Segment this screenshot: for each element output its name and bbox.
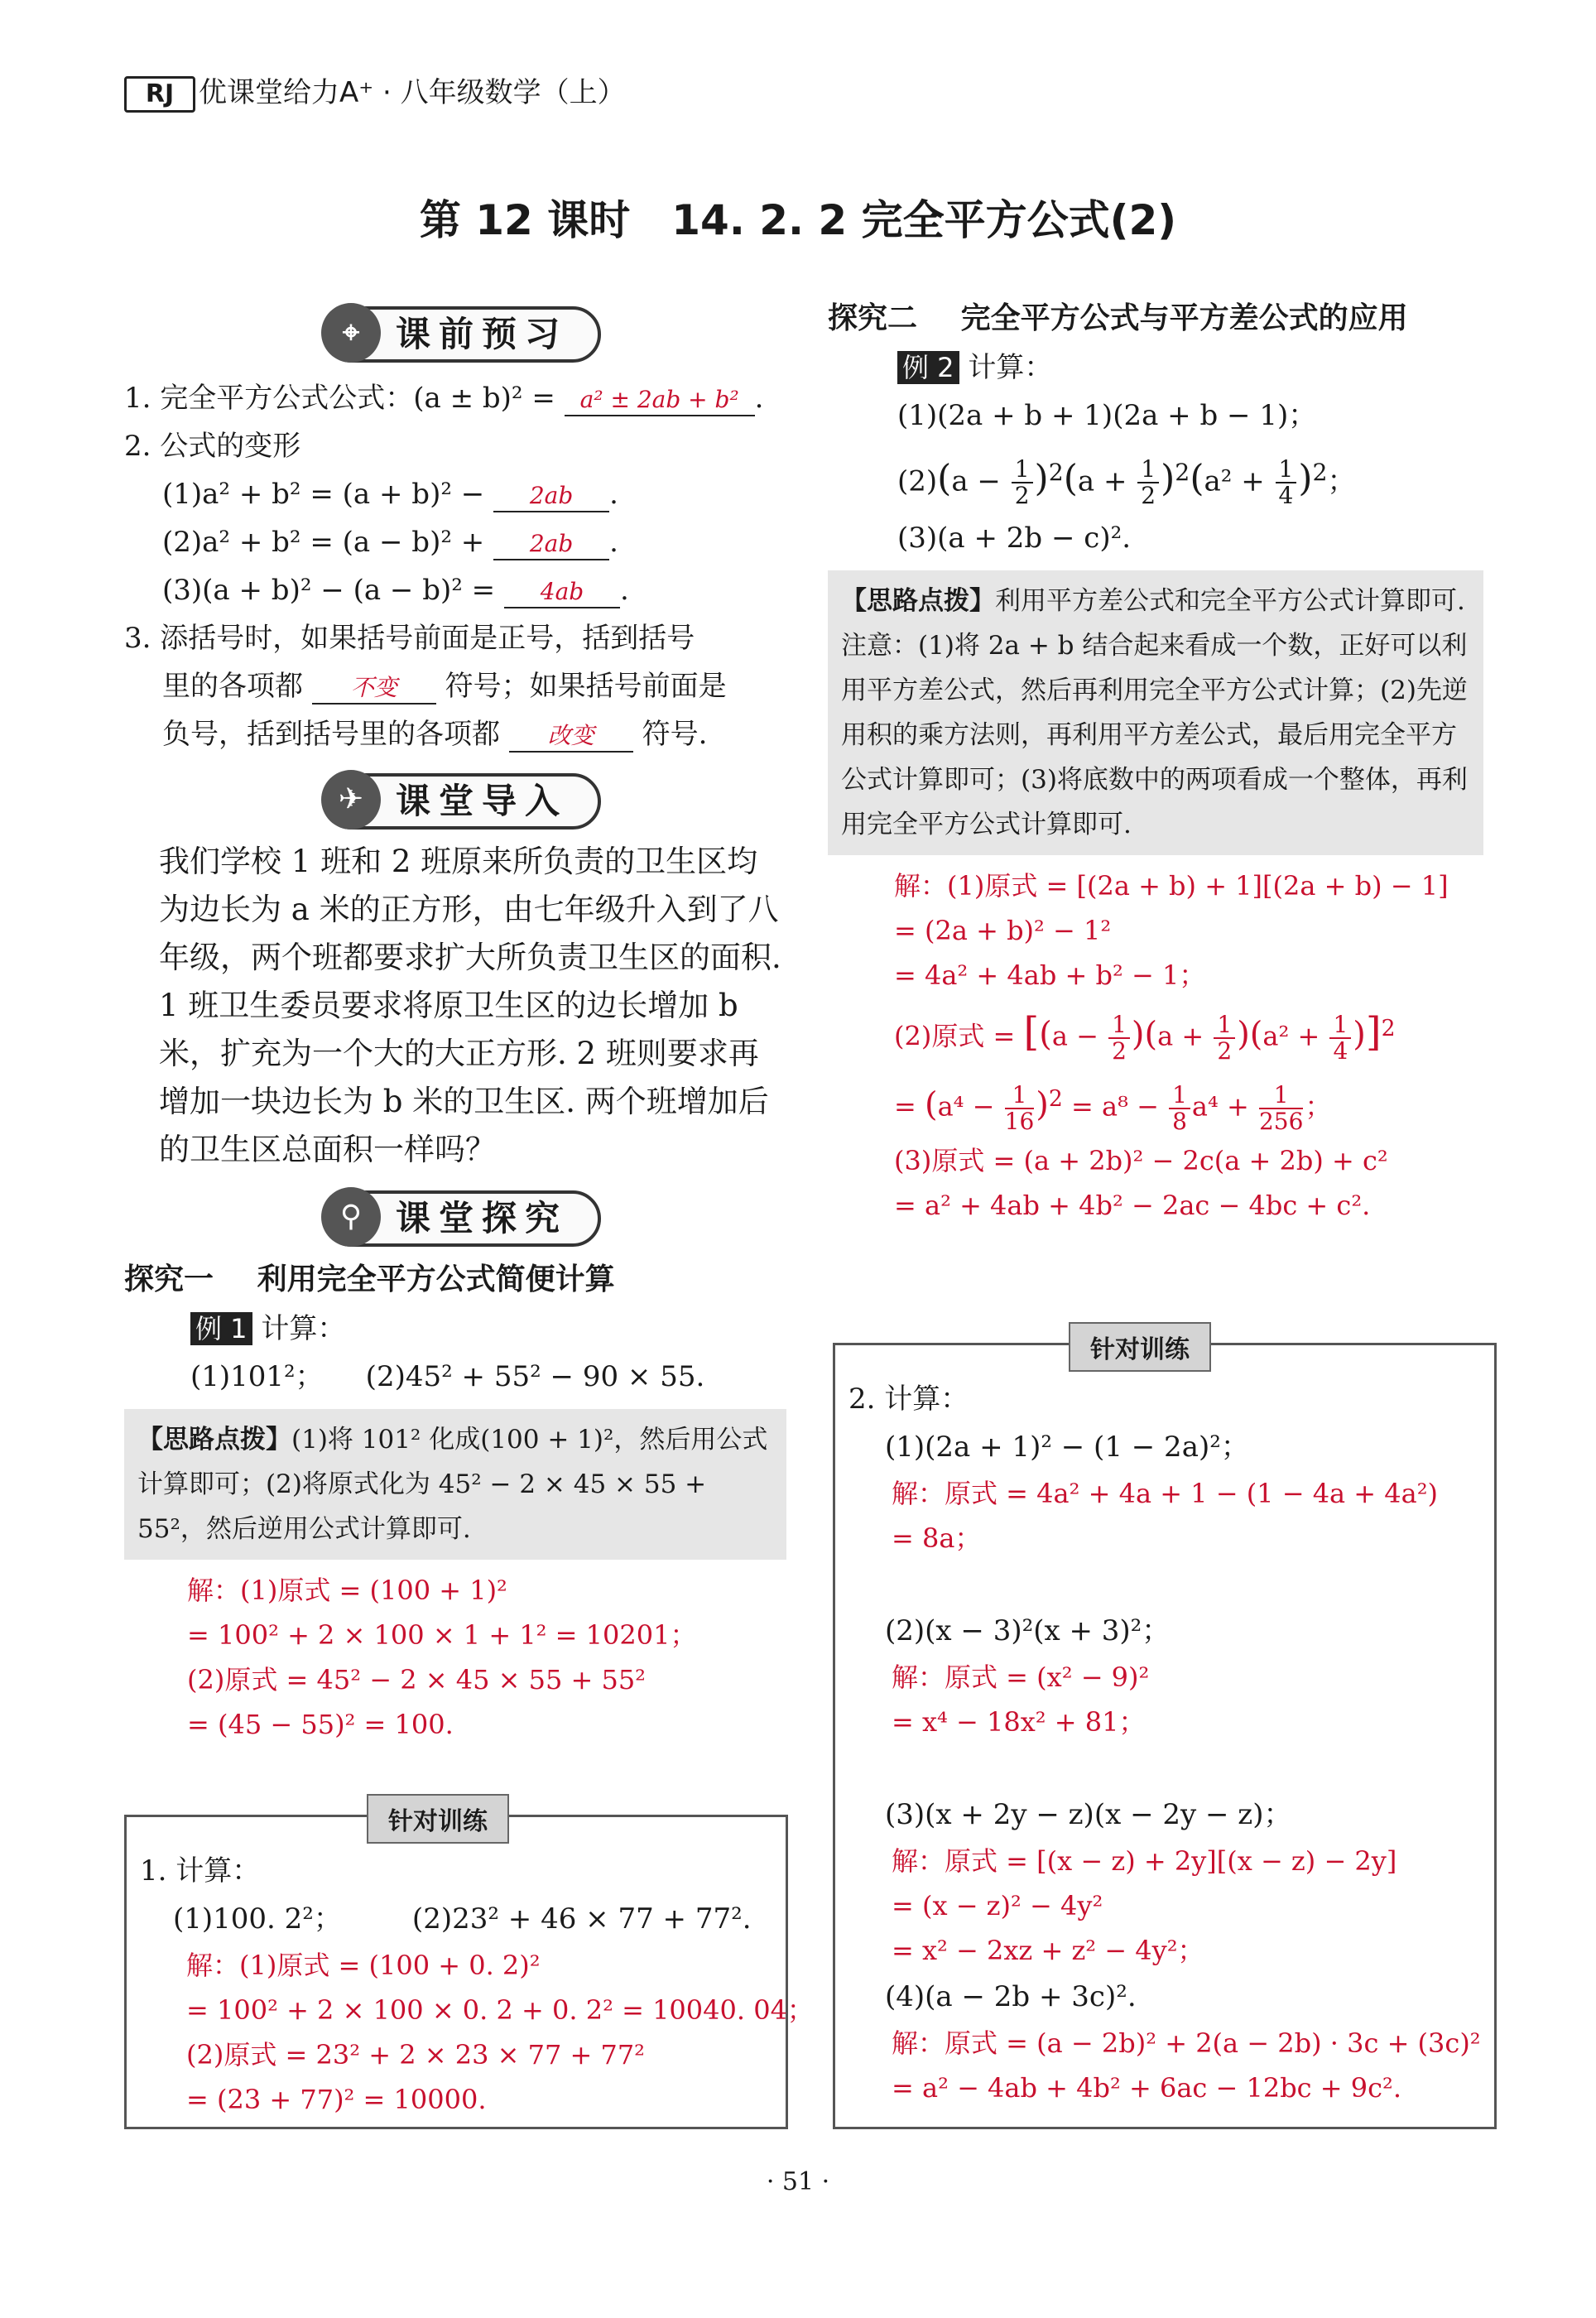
fraction-sixteenth: $\frac{1}{16}$	[1004, 1081, 1035, 1136]
example1-solution-3: (2)原式 = 45² − 2 × 45 × 55 + 55²	[187, 1664, 647, 1695]
example1-header	[124, 1305, 786, 1353]
magnifier-icon: ⚲	[321, 1187, 381, 1247]
training2-q2: (2)(x − 3)²(x + 3)²；	[885, 1614, 1171, 1647]
training2-q4: (4)(a − 2b + 3c)².	[885, 1980, 1137, 2013]
example1-solution-1: 解：(1)原式 = (100 + 1)²	[187, 1575, 507, 1606]
training1-solution-4: = (23 + 77)² = 10000.	[186, 2084, 487, 2115]
training2-a1-1: 解：原式 = 4a² + 4a + 1 − (1 − 4a + 4a²)	[892, 1478, 1439, 1509]
training2-question: 2. 计算：	[848, 1383, 969, 1416]
example2-q2: (2)(a − $\frac{1}{2}$ )$^2$(a + $\frac{1}{2}$ )$^2$(a² + $\frac{1}{4}$ )$^2$；	[897, 455, 1356, 510]
example1-hint	[124, 1409, 786, 1560]
q2-3-answer: 4ab	[504, 577, 620, 608]
example2-tag: 例 2	[897, 351, 959, 384]
section2-title: 完全平方公式与平方差公式的应用	[960, 301, 1408, 335]
section2-tag: 探究二	[828, 301, 918, 335]
fraction-quarter: $\frac{1}{4}$	[1276, 457, 1297, 508]
q3-b-text: 里的各项都	[162, 670, 303, 703]
training2-a2-2: = x⁴ − 18x² + 81；	[892, 1706, 1146, 1738]
example2-solution-6: (3)原式 = (a + 2b)² − 2c(a + 2b) + c²	[894, 1144, 1388, 1176]
example2-solution-1: 解：(1)原式 = [(2a + b) + 1][(2a + b) − 1]	[894, 870, 1449, 902]
left-column	[124, 306, 786, 1747]
training2-a3-3: = x² − 2xz + z² − 4y²；	[892, 1935, 1204, 1966]
q2-1-text: (1)a² + b² = (a + b)² −	[162, 478, 485, 511]
example2-header	[828, 344, 1490, 392]
q3-c-text: 符号；如果括号前面是	[445, 670, 727, 703]
preview-q3-line1: 3. 添括号时，如果括号前面是正号，括到括号	[124, 622, 695, 655]
training2-a2-1: 解：原式 = (x² − 9)²	[892, 1662, 1150, 1693]
explore-badge-label: 课堂探究	[396, 1198, 569, 1238]
training2-a4-2: = a² − 4ab + 4b² + 6ac − 12bc + 9c².	[892, 2072, 1402, 2104]
q3-d-answer: 改变	[509, 721, 633, 753]
intro-badge-label: 课堂导入	[396, 781, 569, 821]
q1-answer: a² ± 2ab + b²	[565, 385, 755, 416]
fraction-half: $\frac{1}{2}$	[1214, 1012, 1235, 1064]
training2-q1: (1)(2a + 1)² − (1 − 2a)²；	[885, 1431, 1249, 1464]
q2-2-answer: 2ab	[493, 529, 609, 560]
training-box-1	[124, 1807, 814, 2129]
book-series-title: 优课堂给力A⁺ · 八年级数学（上）	[199, 76, 626, 109]
example2-solution-7: = a² + 4ab + 4b² − 2ac − 4bc + c².	[894, 1189, 1371, 1221]
training2-a1-2: = 8a；	[892, 1522, 982, 1554]
fraction-half: $\frac{1}{2}$	[1137, 457, 1159, 508]
example1-tag: 例 1	[190, 1312, 252, 1345]
fraction-eighth: $\frac{1}{8}$	[1169, 1083, 1190, 1134]
training1-solution-1: 解：(1)原式 = (100 + 0. 2)²	[186, 1950, 541, 1981]
training-tab-1: 针对训练	[367, 1794, 509, 1844]
fraction-quarter: $\frac{1}{4}$	[1329, 1012, 1351, 1064]
solution4-prefix: (2)原式 =	[894, 1020, 1016, 1052]
example2-prompt: 计算：	[968, 351, 1053, 384]
training1-solution-2: = 100² + 2 × 100 × 0. 2 + 0. 2² = 10040. 04；	[186, 1994, 814, 2026]
preview-q2-1: (1)a² + b² = (a + b)² − 2ab .	[162, 478, 618, 511]
training1-solution-3: (2)原式 = 23² + 2 × 23 × 77 + 77²	[186, 2039, 646, 2070]
q1-text: 1. 完全平方公式公式：(a ± b)² =	[124, 382, 555, 415]
fraction-half: $\frac{1}{2}$	[1012, 457, 1033, 508]
example2-q3: (3)(a + 2b − c)².	[897, 522, 1132, 555]
example2-solution-2: = (2a + b)² − 1²	[894, 915, 1112, 947]
section1-title: 利用完全平方公式简便计算	[257, 1262, 615, 1296]
right-column	[828, 294, 1490, 1228]
training-box-2	[833, 1335, 1497, 2129]
preview-badge-label: 课前预习	[396, 314, 569, 354]
training-tab-2: 针对训练	[1069, 1322, 1211, 1372]
intro-badge	[323, 773, 601, 830]
example1-solution-2: = 100² + 2 × 100 × 1 + 1² = 10201；	[187, 1619, 697, 1651]
example2-solution-5: = (a⁴ − $\frac{1}{16}$ )$^2$ = a⁸ − $\frac{1}{8}$ a⁴ + $\frac{1}{256}$ ；	[894, 1081, 1332, 1136]
page-number: · 51 ·	[766, 2167, 830, 2196]
preview-q2: 2. 公式的变形	[124, 430, 301, 463]
training1-items: (1)100. 2²； (2)23² + 46 × 77 + 77².	[173, 1902, 752, 1936]
preview-q3-line2	[124, 662, 786, 710]
example2-hint	[828, 570, 1483, 855]
example1-prompt: 计算：	[261, 1312, 346, 1345]
q2-prefix: (2)	[897, 464, 938, 498]
example2-solution-3: = 4a² + 4ab + b² − 1；	[894, 959, 1206, 992]
hint-label: 【思路点拨】	[137, 1425, 291, 1455]
q3-d-text: 负号，括到括号里的各项都	[162, 718, 500, 751]
preview-q1: 1. 完全平方公式公式：(a ± b)² = a² ± 2ab + b² .	[124, 382, 764, 415]
section1-tag: 探究一	[124, 1262, 214, 1296]
hint2-text: 利用平方差公式和完全平方公式计算即可. 注意：(1)将 2a + b 结合起来看成一个数，正好可以利用平方差公式，然后再利用完全平方公式计算；(2)先逆用积的乘方法则，再利用平方差公式，最后用完全平方公式计算即可；(3)将底数中的两项看成一个整体，再利用完全平方公式计算即可.	[841, 586, 1468, 840]
training2-a3-1: 解：原式 = [(x − z) + 2y][(x − z) − 2y]	[892, 1845, 1397, 1877]
preview-q2-3: (3)(a + b)² − (a − b)² = 4ab .	[162, 574, 629, 607]
training1-question: 1. 计算：	[140, 1854, 261, 1888]
example2-solution-4: (2)原式 = [(a − $\frac{1}{2}$ )(a + $\frac{1}{2}$ )(a² + $\frac{1}{4}$ )]$^2$	[894, 1008, 1396, 1065]
intro-paragraph: 我们学校 1 班和 2 班原来所负责的卫生区均为边长为 a 米的正方形，由七年级升入到了八年级，两个班都要求扩大所负责卫生区的面积. 1 班卫生委员要求将原卫生区的边长增加 b 米，扩充为一个大的大正方形. 2 班则要求再增加一块边长为 b 米的卫生区. 两个班增加后的卫生区总面积一样吗？	[159, 844, 781, 1167]
fraction-256th: $\frac{1}{256}$	[1258, 1081, 1304, 1136]
paper-plane-icon: ✈	[321, 770, 381, 830]
example2-q1: (1)(2a + b + 1)(2a + b − 1)；	[897, 399, 1317, 432]
section2-heading	[828, 294, 1490, 344]
preview-q2-2: (2)a² + b² = (a − b)² + 2ab .	[162, 526, 618, 559]
explore-badge	[323, 1190, 601, 1247]
q3-e-text: 符号.	[642, 718, 708, 751]
q2-1-answer: 2ab	[493, 481, 609, 512]
q3-b-answer: 不变	[312, 673, 436, 705]
hint2-label: 【思路点拨】	[841, 586, 995, 617]
location-pin-icon: ⌖	[321, 303, 381, 363]
training2-a4-1: 解：原式 = (a − 2b)² + 2(a − 2b) · 3c + (3c)²	[892, 2027, 1481, 2059]
training2-q3: (3)(x + 2y − z)(x − 2y − z)；	[885, 1798, 1292, 1831]
training2-a3-2: = (x − z)² − 4y²	[892, 1890, 1103, 1921]
hint-text: (1)将 101² 化成(100 + 1)²，然后用公式计算即可；(2)将原式化为 45² − 2 × 45 × 55 + 55²，然后逆用公式计算即可.	[137, 1425, 768, 1544]
example1-questions: (1)101²； (2)45² + 55² − 90 × 55.	[190, 1360, 705, 1393]
fraction-half: $\frac{1}{2}$	[1108, 1012, 1130, 1064]
page-title: 第 12 课时 14. 2. 2 完全平方公式(2)	[419, 196, 1177, 244]
q2-2-text: (2)a² + b² = (a − b)² +	[162, 526, 485, 559]
example1-solution-4: = (45 − 55)² = 100.	[187, 1709, 454, 1740]
preview-q3-line3	[124, 710, 786, 758]
q2-3-text: (3)(a + b)² − (a − b)² =	[162, 574, 496, 607]
publisher-logo: RJ	[124, 76, 195, 113]
section1-heading	[124, 1255, 786, 1305]
preview-badge	[323, 306, 601, 363]
